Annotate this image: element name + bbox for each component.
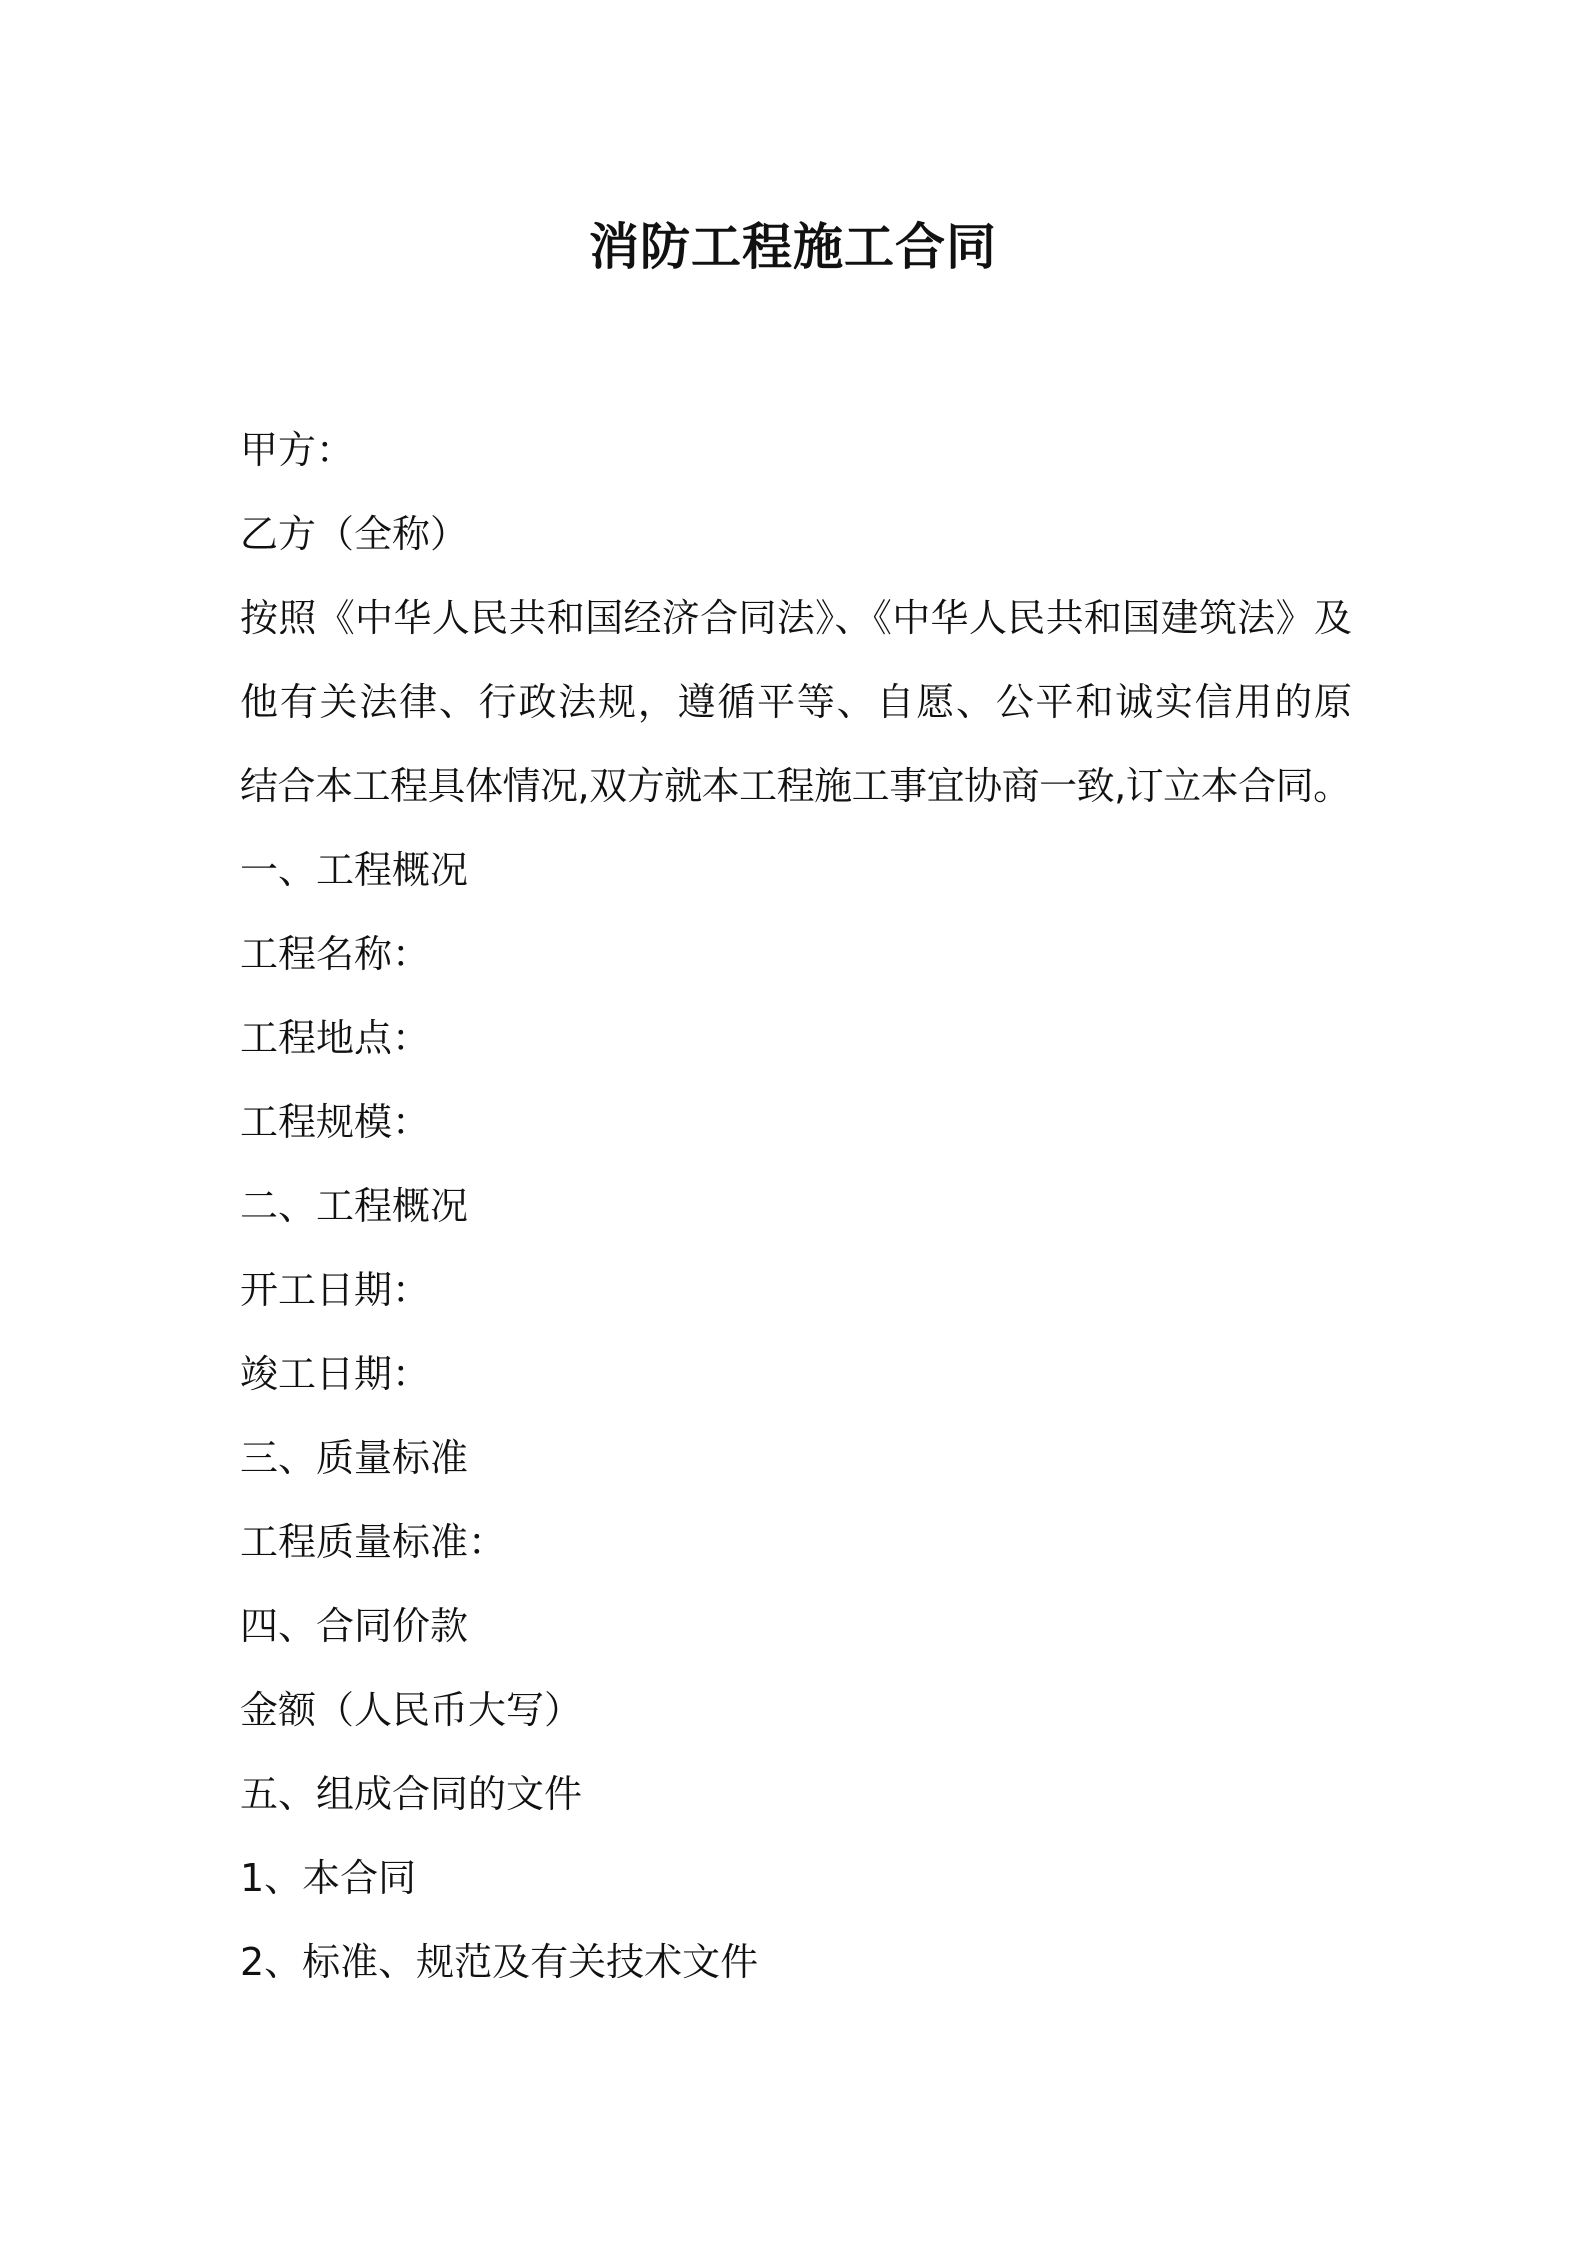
document-title: 消防工程施工合同: [589, 218, 997, 276]
document-item-2: 2、标准、规范及有关技术文件: [240, 1940, 759, 1984]
document-body: [240, 408, 1360, 2004]
section-heading-project-overview: 一、工程概况: [240, 848, 469, 892]
section-heading-quality-standard: 三、质量标准: [240, 1436, 469, 1480]
project-scale-line: 工程规模：: [240, 1100, 431, 1144]
section-heading-project-overview-2: 二、工程概况: [240, 1184, 469, 1228]
preamble-line-1: 按照《中华人民共和国经济合同法》、《中华人民共和国建筑法》及: [240, 596, 1352, 640]
document-item-1: 1、本合同: [240, 1856, 417, 1900]
party-a-line: 甲方：: [240, 428, 355, 472]
project-location-line: 工程地点：: [240, 1016, 431, 1060]
section-heading-contract-price: 四、合同价款: [240, 1604, 469, 1648]
quality-standard-line: 工程质量标准：: [240, 1520, 507, 1564]
preamble-line-2: 他有关法律、行政法规，遵循平等、自愿、公平和诚实信用的原: [240, 680, 1352, 724]
start-date-line: 开工日期：: [240, 1268, 431, 1312]
preamble-line-3: 结合本工程具体情况,双方就本工程施工事宜协商一致,订立本合同。: [240, 764, 1351, 808]
amount-line: 金额（人民币大写）: [240, 1688, 583, 1732]
project-name-line: 工程名称：: [240, 932, 431, 976]
section-heading-contract-documents: 五、组成合同的文件: [240, 1772, 583, 1816]
completion-date-line: 竣工日期：: [240, 1352, 431, 1396]
party-b-line: 乙方（全称）: [240, 512, 469, 556]
